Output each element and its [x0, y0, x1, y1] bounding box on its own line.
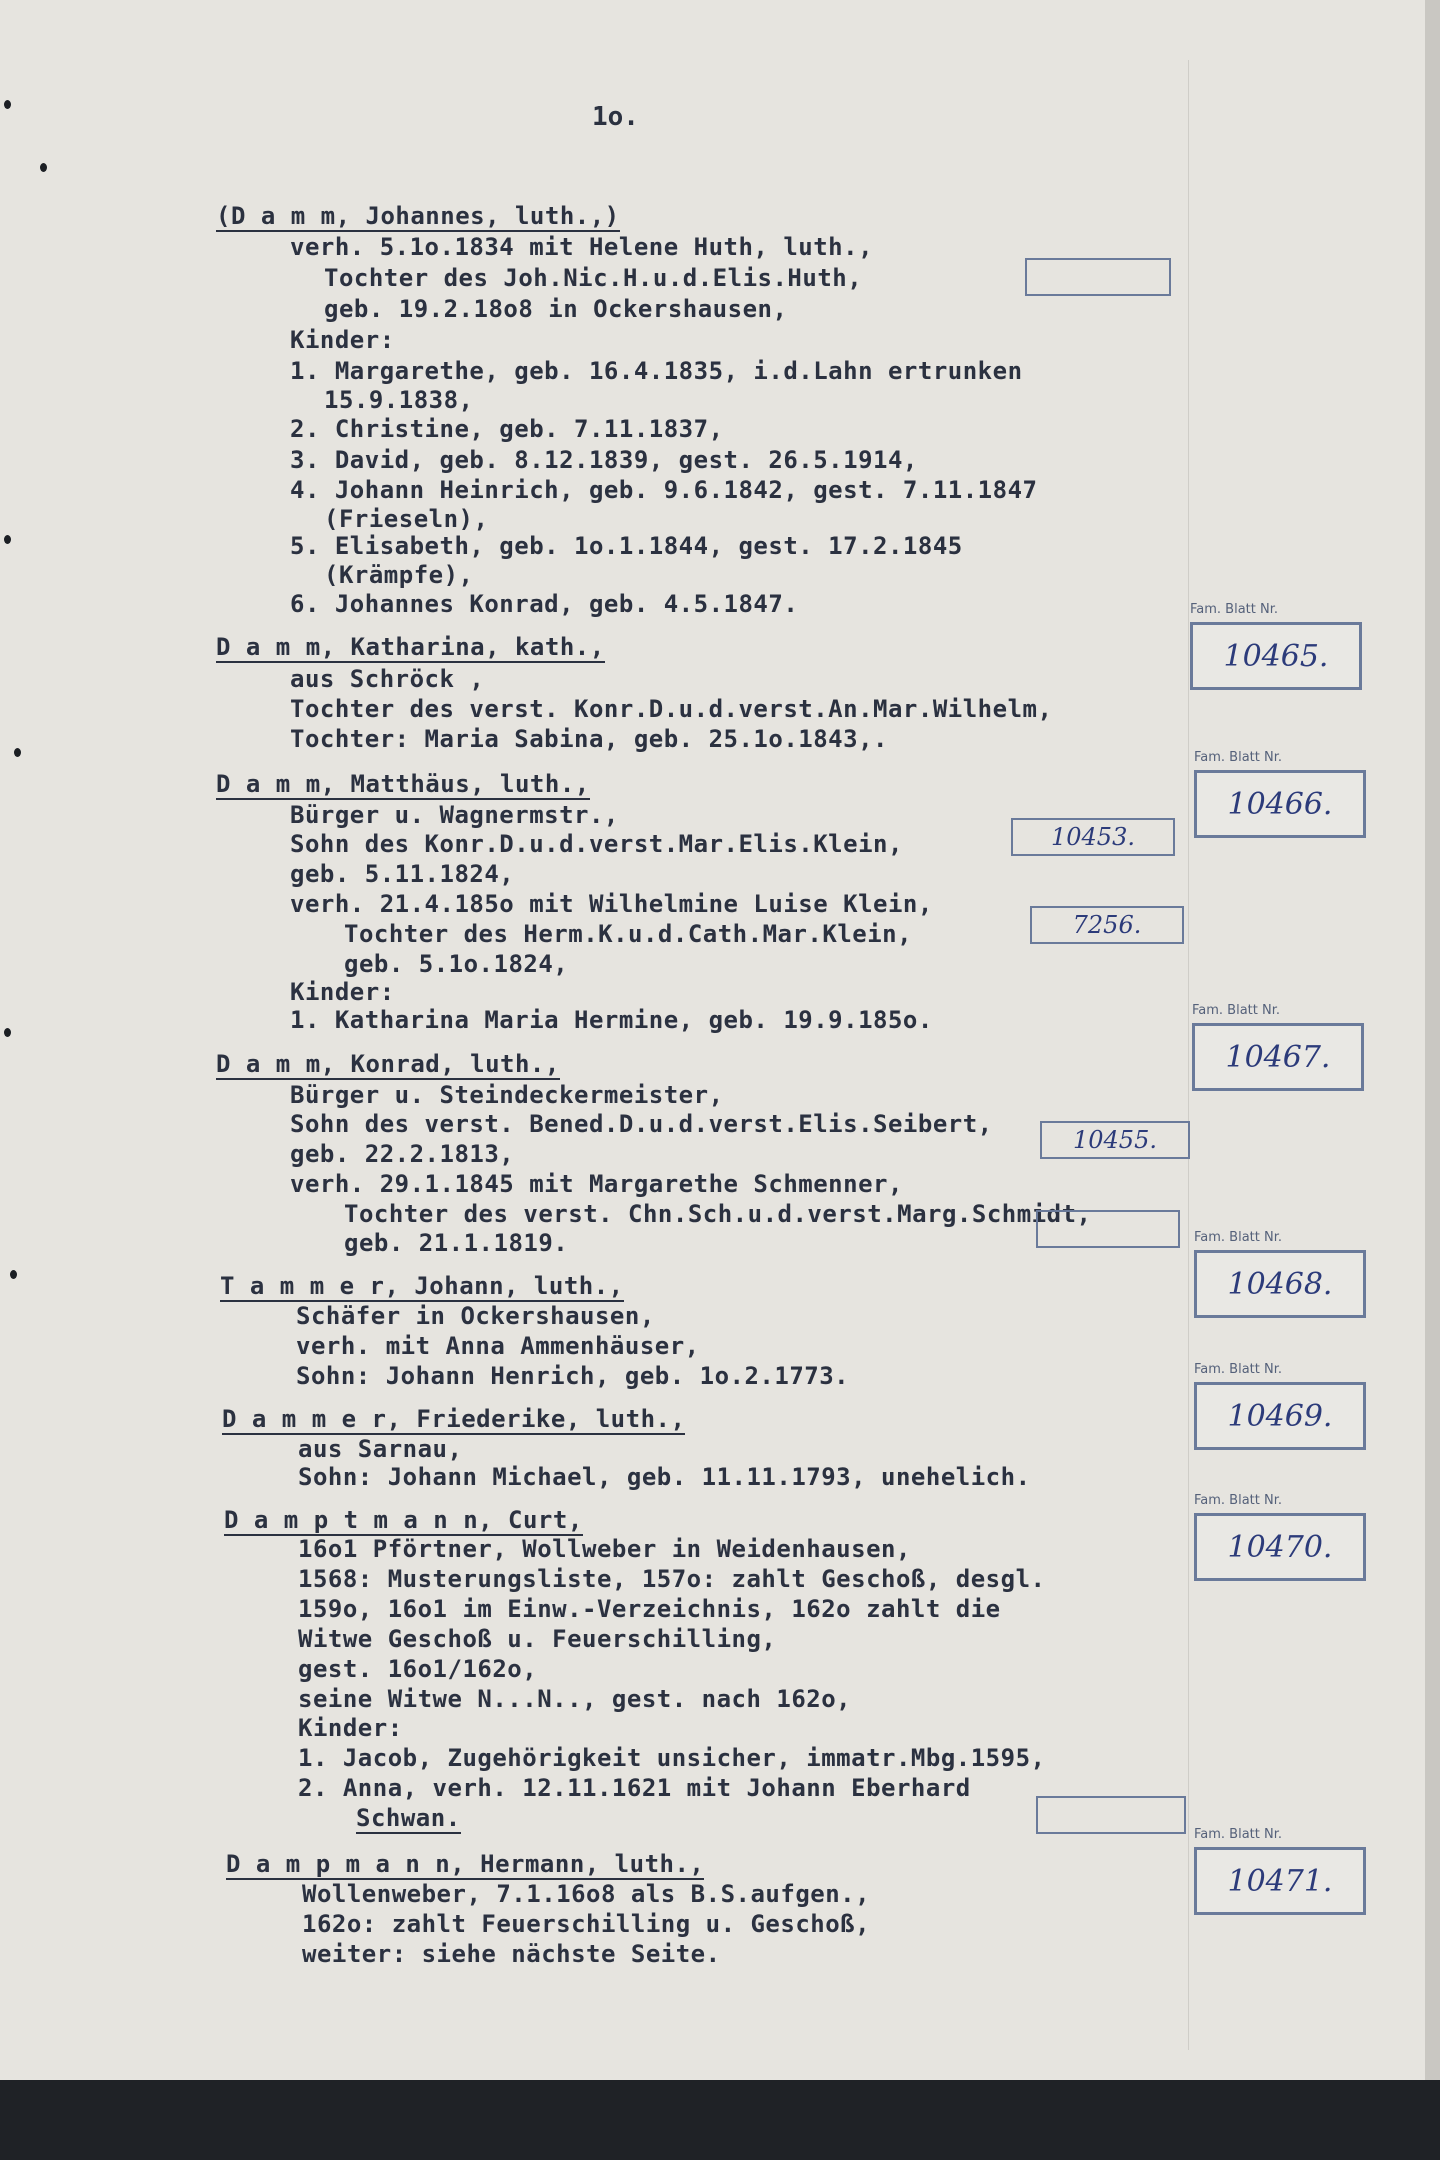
entry-line: Bürger u. Steindeckermeister,: [290, 1081, 724, 1109]
entry-line: Sohn des Konr.D.u.d.verst.Mar.Elis.Klein,: [290, 830, 903, 858]
fam-number-box: 10468.: [1194, 1250, 1366, 1318]
entry-line: Kinder:: [290, 326, 395, 354]
binder-mark: [4, 100, 11, 109]
entry-line: Kinder:: [298, 1714, 403, 1742]
fam-number-box: 10469.: [1194, 1382, 1366, 1450]
fam-label: Fam. Blatt Nr.: [1194, 1362, 1283, 1377]
entry-line: verh. 29.1.1845 mit Margarethe Schmenner,: [290, 1170, 903, 1198]
entry-line: Kinder:: [290, 978, 395, 1006]
binder-mark: [4, 1028, 11, 1037]
entry-line: gest. 16o1/162o,: [298, 1655, 538, 1683]
fam-label: Fam. Blatt Nr.: [1194, 750, 1283, 765]
entry-heading: D a m p t m a n n, Curt,: [224, 1506, 583, 1534]
fam-number-box: 10470.: [1194, 1513, 1366, 1581]
entry-line: Sohn des verst. Bened.D.u.d.verst.Elis.Seibert,: [290, 1110, 993, 1138]
fam-number-box: 10465.: [1190, 622, 1362, 690]
entry-heading: D a m p m a n n, Hermann, luth.,: [226, 1850, 705, 1878]
entry-heading: D a m m, Matthäus, luth.,: [216, 770, 590, 798]
entry-line: geb. 22.2.1813,: [290, 1140, 515, 1168]
entry-line: 3. David, geb. 8.12.1839, gest. 26.5.1914,: [290, 446, 918, 474]
entry-line: 4. Johann Heinrich, geb. 9.6.1842, gest. 7.11.1847: [290, 476, 1038, 504]
entry-line: verh. 21.4.185o mit Wilhelmine Luise Klein,: [290, 890, 933, 918]
entry-line: Schäfer in Ockershausen,: [296, 1302, 655, 1330]
entry-line: 6. Johannes Konrad, geb. 4.5.1847.: [290, 590, 799, 618]
fam-number-box: 10466.: [1194, 770, 1366, 838]
entry-line: 162o: zahlt Feuerschilling u. Geschoß,: [302, 1910, 871, 1938]
fam-number-box: 10467.: [1192, 1023, 1364, 1091]
entry-line: 2. Christine, geb. 7.11.1837,: [290, 415, 724, 443]
entry-line: Sohn: Johann Henrich, geb. 1o.2.1773.: [296, 1362, 850, 1390]
entry-heading: D a m m, Konrad, luth.,: [216, 1050, 560, 1078]
entry-line: Tochter des verst. Konr.D.u.d.verst.An.Mar.Wilhelm,: [290, 695, 1053, 723]
entry-line: geb. 19.2.18o8 in Ockershausen,: [324, 295, 788, 323]
scan-background: [0, 2080, 1440, 2160]
fam-number-box: 10471.: [1194, 1847, 1366, 1915]
entry-line: 159o, 16o1 im Einw.-Verzeichnis, 162o zahlt die: [298, 1595, 1001, 1623]
entry-line: Tochter des Joh.Nic.H.u.d.Elis.Huth,: [324, 264, 863, 292]
entry-line: Sohn: Johann Michael, geb. 11.11.1793, unehelich.: [298, 1463, 1031, 1491]
reference-box: [1036, 1210, 1180, 1248]
entry-heading: T a m m e r, Johann, luth.,: [220, 1272, 624, 1300]
fam-label: Fam. Blatt Nr.: [1192, 1003, 1281, 1018]
reference-box: 10455.: [1040, 1121, 1190, 1159]
entry-line: Wollenweber, 7.1.16o8 als B.S.aufgen.,: [302, 1880, 871, 1908]
entry-line: geb. 21.1.1819.: [344, 1229, 569, 1257]
entry-line: 1. Jacob, Zugehörigkeit unsicher, immatr.Mbg.1595,: [298, 1744, 1046, 1772]
binder-mark: [4, 535, 11, 544]
entry-line: aus Schröck ,: [290, 665, 485, 693]
binder-mark: [14, 748, 21, 757]
entry-line: (Krämpfe),: [324, 561, 474, 589]
entry-heading: D a m m e r, Friederike, luth.,: [222, 1405, 686, 1433]
entry-line: Tochter des verst. Chn.Sch.u.d.verst.Marg.Schmidt,: [344, 1200, 1092, 1228]
entry-line: geb. 5.11.1824,: [290, 860, 515, 888]
entry-line: weiter: siehe nächste Seite.: [302, 1940, 721, 1968]
entry-line: (Frieseln),: [324, 505, 489, 533]
entry-line: 2. Anna, verh. 12.11.1621 mit Johann Eberhard: [298, 1774, 971, 1802]
entry-line: 1. Margarethe, geb. 16.4.1835, i.d.Lahn ertrunken: [290, 357, 1023, 385]
entry-heading: D a m m, Katharina, kath.,: [216, 633, 605, 661]
entry-line: Schwan.: [356, 1804, 461, 1832]
entry-line: aus Sarnau,: [298, 1435, 463, 1463]
entry-line: seine Witwe N...N.., gest. nach 162o,: [298, 1685, 852, 1713]
fam-label: Fam. Blatt Nr.: [1194, 1827, 1283, 1842]
entry-line: Tochter: Maria Sabina, geb. 25.1o.1843,.: [290, 725, 888, 753]
entry-heading: (D a m m, Johannes, luth.,): [216, 202, 620, 230]
entry-line: 1568: Musterungsliste, 157o: zahlt Geschoß, desgl.: [298, 1565, 1046, 1593]
entry-line: 1. Katharina Maria Hermine, geb. 19.9.185o.: [290, 1006, 933, 1034]
entry-line: 5. Elisabeth, geb. 1o.1.1844, gest. 17.2.1845: [290, 532, 963, 560]
reference-box: 10453.: [1011, 818, 1175, 856]
entry-line: verh. 5.1o.1834 mit Helene Huth, luth.,: [290, 233, 874, 261]
entry-line: verh. mit Anna Ammenhäuser,: [296, 1332, 700, 1360]
entry-line: Bürger u. Wagnermstr.,: [290, 801, 619, 829]
fam-label: Fam. Blatt Nr.: [1190, 602, 1279, 617]
margin-rule: [1188, 60, 1189, 2050]
entry-line: 16o1 Pförtner, Wollweber in Weidenhausen,: [298, 1535, 911, 1563]
entry-line: geb. 5.1o.1824,: [344, 950, 569, 978]
entry-line: Witwe Geschoß u. Feuerschilling,: [298, 1625, 777, 1653]
reference-box: 7256.: [1030, 906, 1184, 944]
entry-line: Tochter des Herm.K.u.d.Cath.Mar.Klein,: [344, 920, 913, 948]
binder-mark: [40, 163, 47, 172]
page-edge: [1425, 0, 1440, 2080]
fam-label: Fam. Blatt Nr.: [1194, 1230, 1283, 1245]
entry-line: 15.9.1838,: [324, 386, 474, 414]
fam-label: Fam. Blatt Nr.: [1194, 1493, 1283, 1508]
page-number: 1o.: [592, 102, 639, 132]
reference-box: [1025, 258, 1171, 296]
binder-mark: [10, 1270, 17, 1279]
reference-box: [1036, 1796, 1186, 1834]
